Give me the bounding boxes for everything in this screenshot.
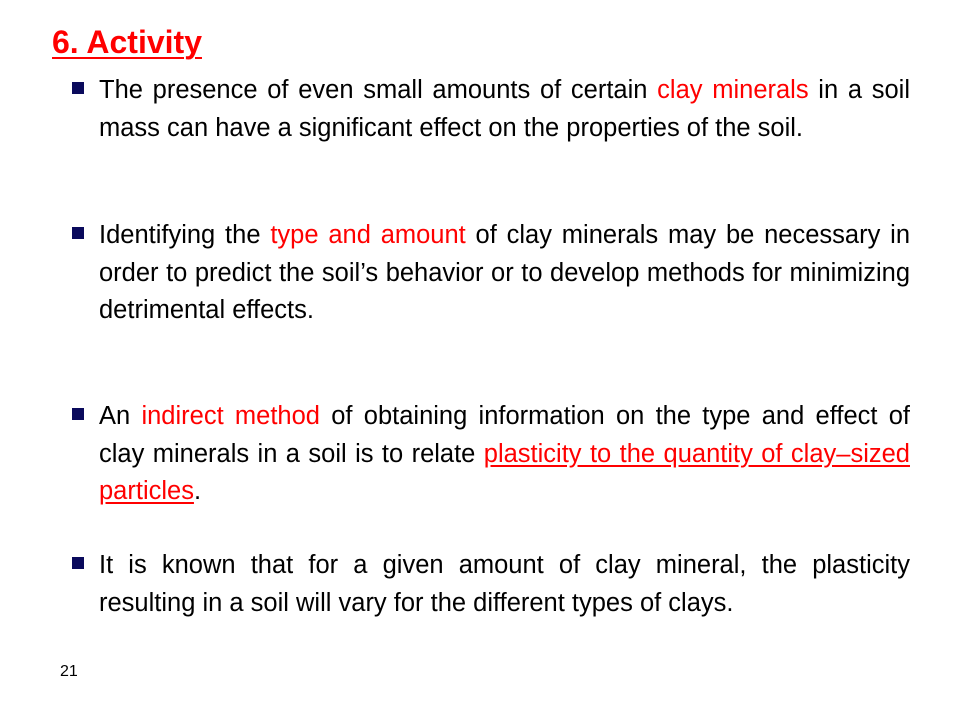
square-bullet-icon — [72, 557, 84, 569]
bullet-item — [99, 398, 910, 511]
square-bullet-icon — [72, 227, 84, 239]
highlighted-term: clay minerals — [657, 76, 809, 104]
bullet-item — [99, 72, 910, 147]
bullet-item — [99, 547, 910, 622]
bullet-text: in a soil mass can have a significant effect on the properties of the soil. — [99, 76, 911, 142]
square-bullet-icon — [72, 408, 84, 420]
square-bullet-icon — [72, 82, 84, 94]
slide-title: 6. Activity — [52, 24, 202, 60]
bullet-text: of clay minerals may be necessary in order to predict the soil’s behavior or to develop methods for minimizing detrimental effects. — [99, 221, 911, 324]
highlighted-term: type and amount — [270, 221, 466, 249]
bullet-text: of obtaining information on the type and effect of clay minerals in a soil is to relate — [99, 402, 910, 468]
bullet-item — [99, 217, 910, 330]
page-number: 21 — [60, 663, 78, 680]
highlighted-term: indirect method — [141, 402, 320, 430]
bullet-text: It is known that for a given amount of clay mineral, the plasticity resulting in a soil will vary for the different types of clays. — [99, 551, 910, 617]
bullet-text: . — [193, 477, 202, 505]
bullet-text: The presence of even small amounts of certain — [99, 76, 658, 104]
bullet-text: Identifying the — [99, 221, 271, 249]
underlined-term: plasticity to the quantity of clay–sized particles — [99, 439, 910, 505]
bullet-text: An — [99, 402, 142, 430]
